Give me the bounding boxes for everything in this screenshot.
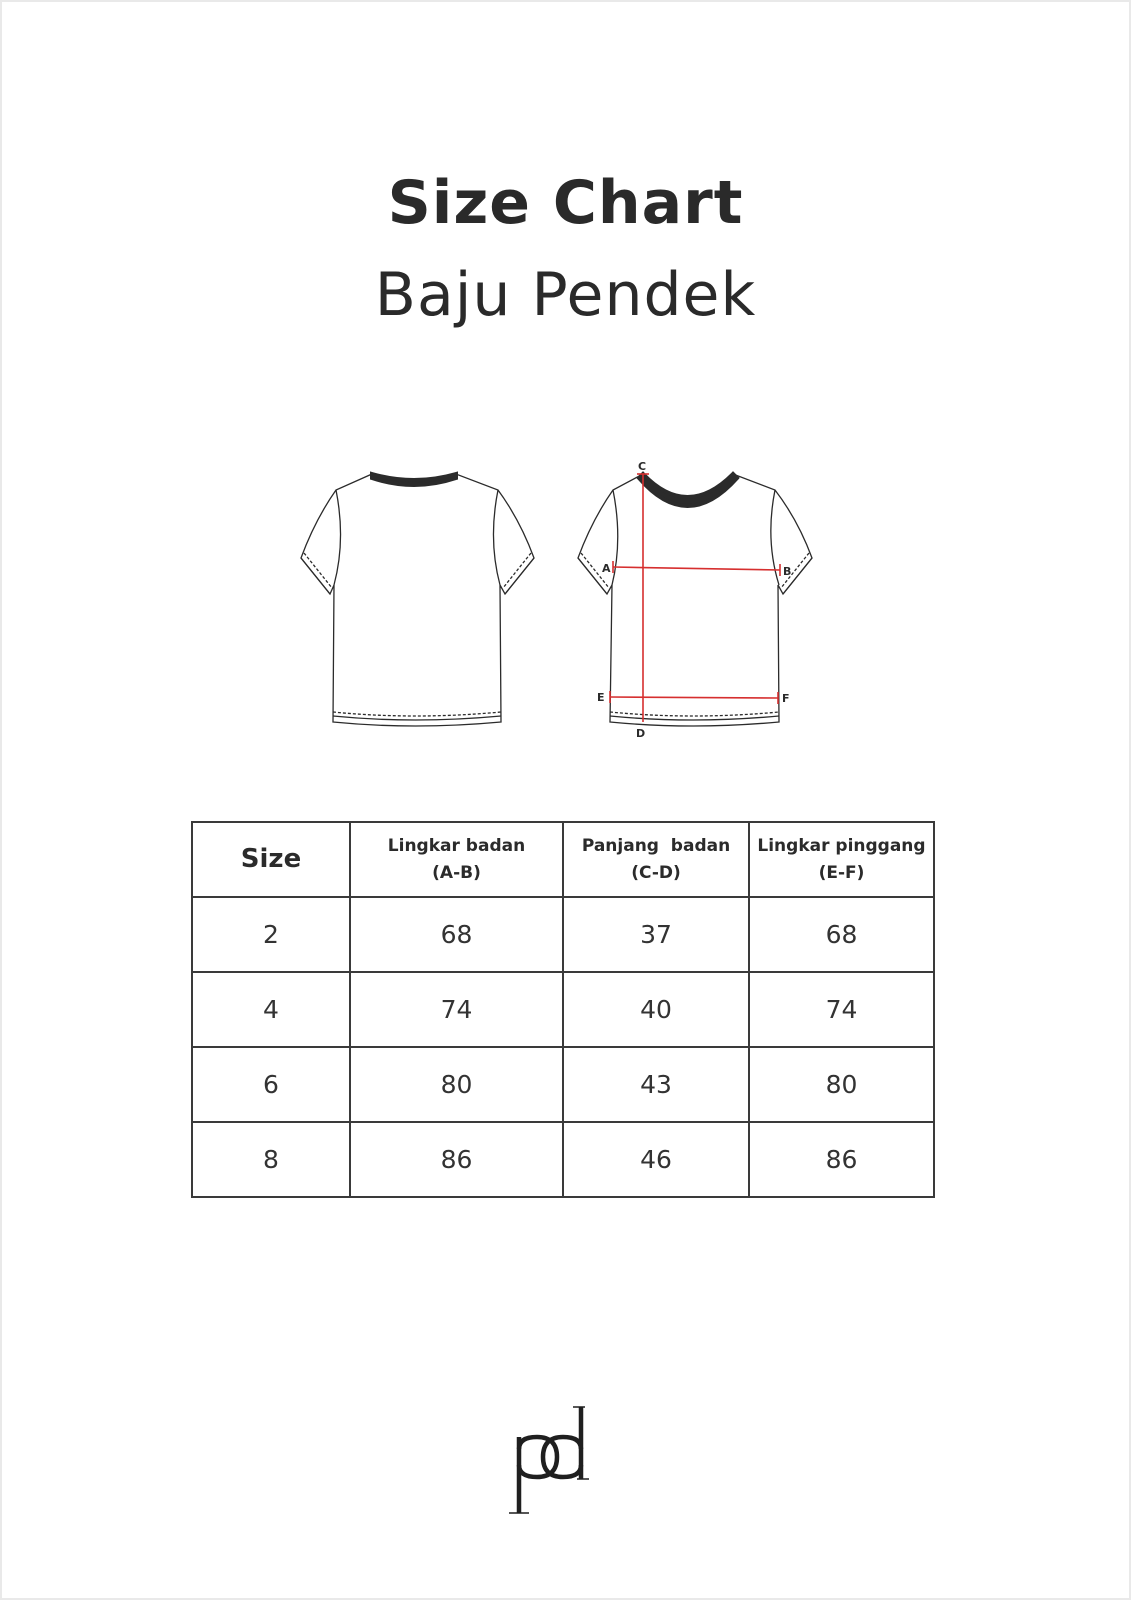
cell-lingkar-badan: 68 — [350, 897, 563, 972]
label-b: B — [783, 565, 792, 578]
cell-lingkar-badan: 86 — [350, 1122, 563, 1197]
tshirt-back-view — [301, 474, 534, 726]
measure-line-e-f — [610, 697, 778, 698]
cell-panjang-badan: 37 — [563, 897, 749, 972]
label-d: D — [636, 727, 646, 740]
cell-lingkar-pinggang: 68 — [749, 897, 934, 972]
header-panjang-badan: Panjang badan (C-D) — [563, 822, 749, 897]
cell-lingkar-pinggang: 74 — [749, 972, 934, 1047]
table-row — [192, 972, 934, 1047]
tshirt-illustration — [280, 460, 850, 750]
cell-panjang-badan: 43 — [563, 1047, 749, 1122]
tshirt-front-view — [578, 474, 812, 726]
table-header-row — [192, 822, 934, 897]
page-title: Size Chart — [387, 168, 744, 238]
pd-logo — [505, 1405, 605, 1515]
cell-size: 4 — [192, 972, 350, 1047]
label-a: A — [602, 562, 611, 575]
header-lingkar-badan: Lingkar badan (A-B) — [350, 822, 563, 897]
page — [2, 2, 1129, 1598]
cell-panjang-badan: 40 — [563, 972, 749, 1047]
label-c: C — [638, 460, 647, 473]
table-row — [192, 1122, 934, 1197]
size-table — [191, 821, 935, 1198]
table-row — [192, 1047, 934, 1122]
table-row — [192, 897, 934, 972]
cell-lingkar-badan: 80 — [350, 1047, 563, 1122]
cell-panjang-badan: 46 — [563, 1122, 749, 1197]
header-lingkar-pinggang: Lingkar pinggang (E-F) — [749, 822, 934, 897]
header-size: Size — [192, 822, 350, 897]
cell-size: 6 — [192, 1047, 350, 1122]
cell-lingkar-pinggang: 80 — [749, 1047, 934, 1122]
cell-size: 8 — [192, 1122, 350, 1197]
cell-lingkar-pinggang: 86 — [749, 1122, 934, 1197]
label-e: E — [597, 691, 605, 704]
label-f: F — [782, 692, 790, 705]
page-subtitle: Baju Pendek — [374, 260, 757, 330]
cell-size: 2 — [192, 897, 350, 972]
cell-lingkar-badan: 74 — [350, 972, 563, 1047]
